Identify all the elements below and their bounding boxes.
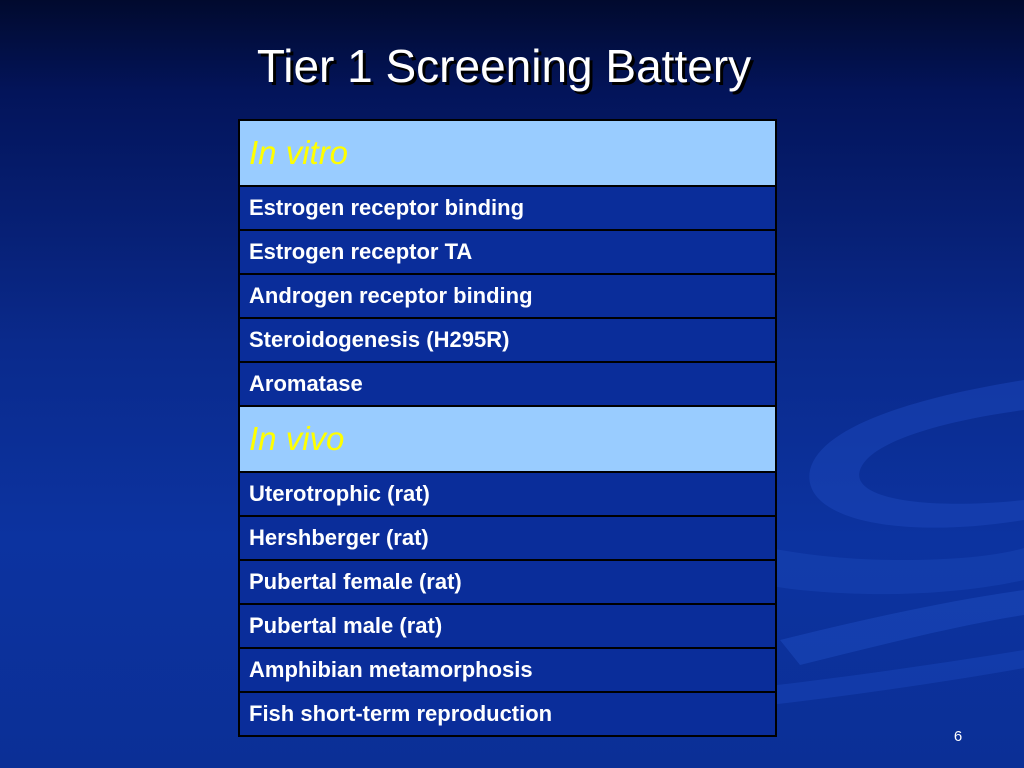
screening-battery-table xyxy=(238,119,777,737)
section-header-in-vivo: In vivo xyxy=(239,406,776,472)
table-cell: Steroidogenesis (H295R) xyxy=(239,318,776,362)
table-row xyxy=(239,648,776,692)
table-cell: Androgen receptor binding xyxy=(239,274,776,318)
table-row xyxy=(239,362,776,406)
table-cell: Estrogen receptor binding xyxy=(239,186,776,230)
table-row xyxy=(239,186,776,230)
table-row xyxy=(239,472,776,516)
section-header-in-vitro: In vitro xyxy=(239,120,776,186)
table-cell: Amphibian metamorphosis xyxy=(239,648,776,692)
table-cell: Aromatase xyxy=(239,362,776,406)
table-cell: Pubertal female (rat) xyxy=(239,560,776,604)
table-row xyxy=(239,274,776,318)
slide-title: Tier 1 Screening Battery xyxy=(256,40,752,92)
page-number: 6 xyxy=(953,728,963,745)
table-cell: Uterotrophic (rat) xyxy=(239,472,776,516)
table-cell: Fish short-term reproduction xyxy=(239,692,776,736)
table-row xyxy=(239,516,776,560)
table-row xyxy=(239,560,776,604)
table-cell: Hershberger (rat) xyxy=(239,516,776,560)
table-cell: Estrogen receptor TA xyxy=(239,230,776,274)
table-row xyxy=(239,318,776,362)
section-header-row xyxy=(239,406,776,472)
table-cell: Pubertal male (rat) xyxy=(239,604,776,648)
table-row xyxy=(239,230,776,274)
section-header-row xyxy=(239,120,776,186)
table-row xyxy=(239,604,776,648)
table-row xyxy=(239,692,776,736)
